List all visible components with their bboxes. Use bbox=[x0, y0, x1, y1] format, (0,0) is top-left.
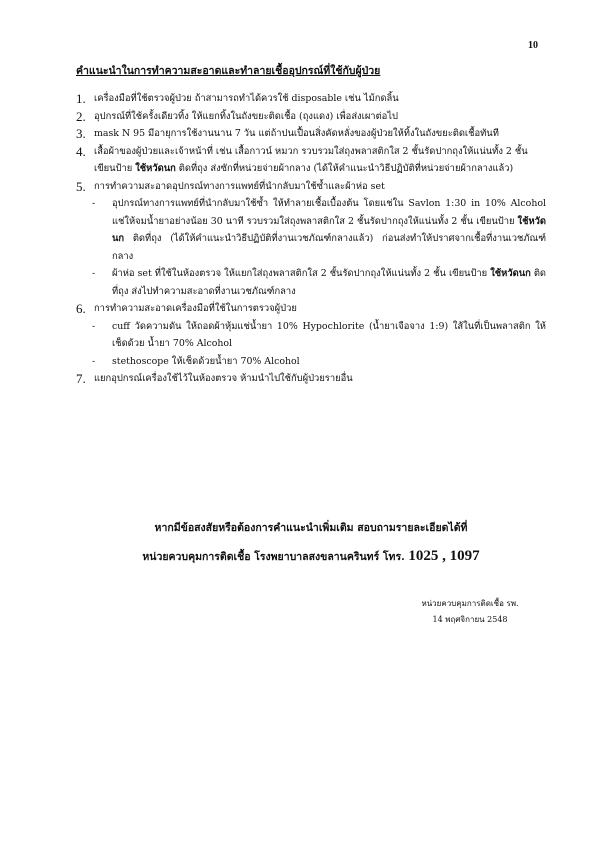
sub-item-text-part: อุปกรณ์ทางการแพทย์ที่นำกลับมาใช้ซ้ำ ให้ทำลายเชื้อเบื้องต้น โดยแช่ใน Savlon 1:30 in 10% Alcohol แช่ให้จมน้ำยาอย่างน้อย 30 นาที รวบรวมใส่ถุงพลาสติกใส 2 ชั้นรัดปากถุงให้แน่นทั้ง 2 ชั้น เขียนป้าย bbox=[112, 198, 546, 227]
list-item bbox=[76, 90, 546, 108]
signature-block bbox=[390, 596, 550, 628]
item-text: การทำความสะอาดอุปกรณ์ทางการแพทย์ที่นำกลับมาใช้ซ้ำและผ้าห่อ set bbox=[94, 180, 385, 192]
sub-item-text-part: ติดที่ถุง ส่งไปทำความสะอาดที่งานเวชภัณฑ์กลาง bbox=[112, 268, 547, 297]
item-number: 5. bbox=[76, 178, 86, 194]
list-item bbox=[76, 178, 546, 196]
phone-number: 1025 , 1097 bbox=[408, 548, 480, 564]
dash-bullet: - bbox=[92, 268, 96, 279]
list-item bbox=[76, 300, 546, 318]
list-item bbox=[76, 125, 546, 143]
document-title: คำแนะนำในการทำความสะอาดและทำลายเชื้ออุปกรณ์ที่ใช้กับผู้ป่วย bbox=[76, 65, 381, 77]
label-emphasis: ใช้หวัดนก bbox=[112, 215, 546, 244]
dash-bullet: - bbox=[92, 198, 96, 209]
item-text: แยกอุปกรณ์เครื่องใช้ไว้ในห้องตรวจ ห้ามนำไปใช้กับผู้ป่วยรายอื่น bbox=[94, 373, 353, 384]
item-text-part: ติดที่ถุง ส่งซักที่หน่วยจ่ายผ้ากลาง (ได้ให้คำแนะนำวิธีปฏิบัติที่หน่วยจ่ายผ้ากลางแล้ว) bbox=[178, 163, 514, 174]
item-text: เครื่องมือที่ใช้ตรวจผู้ป่วย ถ้าสามารถทำได้ควรใช้ disposable เช่น ไม้กดลิ้น bbox=[94, 93, 399, 104]
instruction-list bbox=[76, 90, 546, 388]
signature-unit: หน่วยควบคุมการติดเชื้อ รพ. bbox=[421, 599, 519, 608]
sub-item bbox=[76, 265, 546, 300]
label-emphasis: ใช้หวัดนก bbox=[490, 268, 531, 279]
sub-item-text-part: stethoscope ให้เช็ดด้วยน้ำยา 70% Alcohol bbox=[112, 355, 300, 367]
item-number: 3. bbox=[76, 126, 86, 141]
signature-date: 14 พฤศจิกายน 2548 bbox=[432, 615, 508, 624]
sub-item bbox=[76, 318, 546, 353]
dash-bullet: - bbox=[92, 320, 96, 332]
contact-line: หากมีข้อสงสัยหรือต้องการคำแนะนำเพิ่มเติม สอบถามรายละเอียดได้ที่ bbox=[154, 522, 468, 534]
list-item bbox=[76, 370, 546, 388]
item-text bbox=[94, 143, 546, 178]
item-number: 7. bbox=[76, 371, 86, 386]
item-text-part: เสื้อผ้าของผู้ป่วยและเจ้าหน้าที่ เช่น เสื้อกาวน์ หมวก รวบรวมใส่ถุงพลาสติกใส 2 ชั้นรัดปากถุงให้แน่นทั้ง 2 ชั้น เขียนป้าย bbox=[94, 145, 528, 174]
sub-item-text-part: ผ้าห่อ set ที่ใช้ในห้องตรวจ ให้แยกใส่ถุงพลาสติกใส 2 ชั้นรัดปากถุงให้แน่นทั้ง 2 ชั้น เขียนป้าย bbox=[112, 268, 488, 279]
item-number: 6. bbox=[76, 301, 86, 316]
page-number: 10 bbox=[528, 40, 538, 51]
sub-item-text-part: cuff วัดความดัน ให้ถอดผ้าหุ้มแช่น้ำยา 10% Hypochlorite (น้ำยาเจือจาง 1:9) ใส้ในที่เป็นพลาสติก ให้เช็ดด้วย น้ำยา 70% Alcohol bbox=[112, 320, 546, 349]
dash-bullet: - bbox=[92, 355, 96, 367]
item-number: 1. bbox=[76, 91, 86, 106]
item-number: 2. bbox=[76, 108, 86, 124]
sub-item-text-part: ติดที่ถุง (ได้ให้คำแนะนำวิธีปฏิบัติที่งานเวชภัณฑ์กลางแล้ว) ก่อนส่งทำให้ปราศจากเชื้อที่งานเวชภัณฑ์กลาง bbox=[112, 233, 546, 262]
item-text: การทำความสะอาดเครื่องมือที่ใช้ในการตรวจผู้ป่วย bbox=[94, 303, 297, 314]
label-emphasis: ใช้หวัดนก bbox=[135, 163, 176, 174]
item-text: mask N 95 มีอายุการใช้งานนาน 7 วัน แต่ถ้าปนเปื้อนสิ่งคัดหลั่งของผู้ป่วยให้ทิ้งในถังขยะติดเชื้อทันที bbox=[94, 128, 499, 139]
item-number: 4. bbox=[76, 143, 86, 159]
contact-unit: หน่วยควบคุมการติดเชื้อ โรงพยาบาลสงขลานครินทร์ โทร. bbox=[142, 551, 405, 563]
list-item bbox=[76, 143, 546, 178]
item-text: อุปกรณ์ที่ใช้ครั้งเดียวทิ้ง ให้แยกทิ้งในถังขยะติดเชื้อ (ถุงแดง) เพื่อส่งเผาต่อไป bbox=[94, 110, 398, 122]
contact-line bbox=[76, 542, 546, 571]
list-item bbox=[76, 108, 546, 126]
sub-item bbox=[76, 353, 546, 371]
contact-notice bbox=[76, 514, 546, 571]
sub-item bbox=[76, 195, 546, 265]
